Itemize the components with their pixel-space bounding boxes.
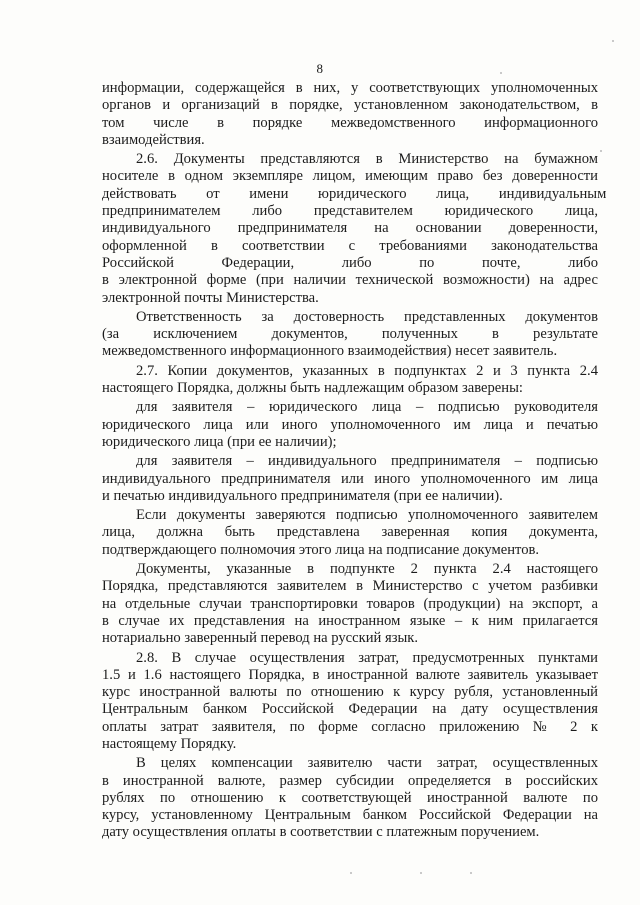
text-line: предпринимателем либо представителем юридического лица, — [102, 203, 598, 220]
text-line: курсу, установленному Центральным банком Российской Федерации на — [102, 807, 598, 824]
text-line: (за исключением документов, полученных в результате — [102, 326, 598, 343]
text-line: для заявителя – юридического лица – подписью руководителя — [136, 399, 598, 416]
paragraph-entrepreneur — [102, 453, 598, 505]
text-line: настоящему Порядку. — [102, 735, 237, 752]
text-line: действовать от имени юридического лица, индивидуальным — [102, 185, 607, 202]
text-line: Если документы заверяются подписью уполномоченного заявителем — [136, 507, 598, 524]
text-line: настоящего Порядка, должны быть надлежащим образом заверены: — [102, 380, 523, 397]
text-line: для заявителя – индивидуального предпринимателя – подписью — [136, 453, 598, 470]
text-line: подтверждающего полномочия этого лица на подписание документов. — [102, 541, 540, 558]
text-line: рублях по отношению к соответствующей иностранной валюте по — [102, 789, 598, 806]
text-line: Документы, указанные в подпункте 2 пункта 2.4 настоящего — [136, 561, 598, 578]
text-line: том числе в порядке межведомственного информационного — [102, 114, 598, 131]
text-line: в иностранной валюте, размер субсидии определяется в российских — [102, 772, 598, 789]
text-line: индивидуального предпринимателя на основании доверенности, — [102, 220, 598, 237]
text-line: взаимодействия. — [102, 131, 205, 148]
text-line: лица, должна быть представлена заверенная копия документа, — [102, 524, 598, 541]
paragraph-documents — [102, 561, 598, 647]
paragraph-2-8 — [102, 650, 598, 754]
scan-speck — [612, 40, 614, 42]
text-line: нотариально заверенный перевод на русский язык. — [102, 630, 419, 647]
text-line: органов и организаций в порядке, установленном законодательством, в — [102, 97, 598, 114]
paragraph-2-7 — [102, 363, 598, 398]
text-line: Порядка, представляются заявителем в Министерство с учетом разбивки — [102, 578, 598, 595]
text-line: Центральным банком Российской Федерации на дату осуществления — [102, 701, 598, 718]
scan-speck — [470, 872, 472, 874]
paragraph-continuation — [102, 80, 598, 149]
text-line: 2.8. В случае осуществления затрат, предусмотренных пунктами — [136, 649, 598, 666]
text-line: юридического лица или иного уполномоченного им лица и печатью — [102, 416, 598, 433]
text-line: индивидуального предпринимателя или иного уполномоченного им лица — [102, 470, 598, 487]
paragraph-authorized-person — [102, 507, 598, 559]
text-line: оплаты затрат заявителя, по форме согласно приложению № 2 к — [102, 718, 598, 735]
scan-speck — [500, 72, 502, 74]
paragraph-2-6 — [102, 151, 607, 307]
text-line: Ответственность за достоверность представленных документов — [136, 308, 598, 325]
paragraph-responsibility — [102, 309, 598, 361]
scan-speck — [350, 872, 352, 874]
text-line: информации, содержащейся в них, у соответствующих уполномоченных — [102, 80, 598, 96]
text-line: в случае их представления на иностранном языке – к ним прилагается — [102, 612, 598, 629]
page-number: 8 — [316, 61, 324, 76]
text-line: 2.6. Документы представляются в Министерство на бумажном — [136, 151, 598, 168]
text-line: В целях компенсации заявителю части затрат, осуществленных — [136, 755, 598, 772]
text-line: дату осуществления оплаты в соответствии с платежным поручением. — [102, 824, 540, 841]
text-line: на отдельные случаи транспортировки товаров (продукции) на экспорт, а — [102, 595, 598, 612]
text-line: юридического лица (при ее наличии); — [102, 433, 337, 450]
paragraph-compensation — [102, 755, 598, 841]
paragraph-legal-entity — [102, 399, 598, 451]
text-line: оформленной в соответствии с требованиями законодательства — [102, 237, 598, 254]
text-line: 1.5 и 1.6 настоящего Порядка, в иностранной валюте заявитель указывает — [102, 666, 598, 683]
text-line: и печатью индивидуального предпринимателя (при ее наличии). — [102, 487, 503, 504]
text-line: носителе в одном экземпляре лицом, имеющим право без доверенности — [102, 168, 598, 185]
text-line: Российской Федерации, либо по почте, либо — [102, 254, 598, 271]
text-line: в электронной форме (при наличии технической возможности) на адрес — [102, 272, 598, 289]
document-body — [102, 80, 607, 842]
scan-speck — [420, 872, 422, 874]
text-line: курс иностранной валюты по отношению к курсу рубля, установленный — [102, 684, 598, 701]
text-line: 2.7. Копии документов, указанных в подпунктах 2 и 3 пункта 2.4 — [136, 362, 598, 379]
scan-speck — [600, 150, 602, 152]
text-line: межведомственного информационного взаимодействия) несет заявитель. — [102, 343, 558, 360]
text-line: электронной почты Министерства. — [102, 289, 319, 306]
